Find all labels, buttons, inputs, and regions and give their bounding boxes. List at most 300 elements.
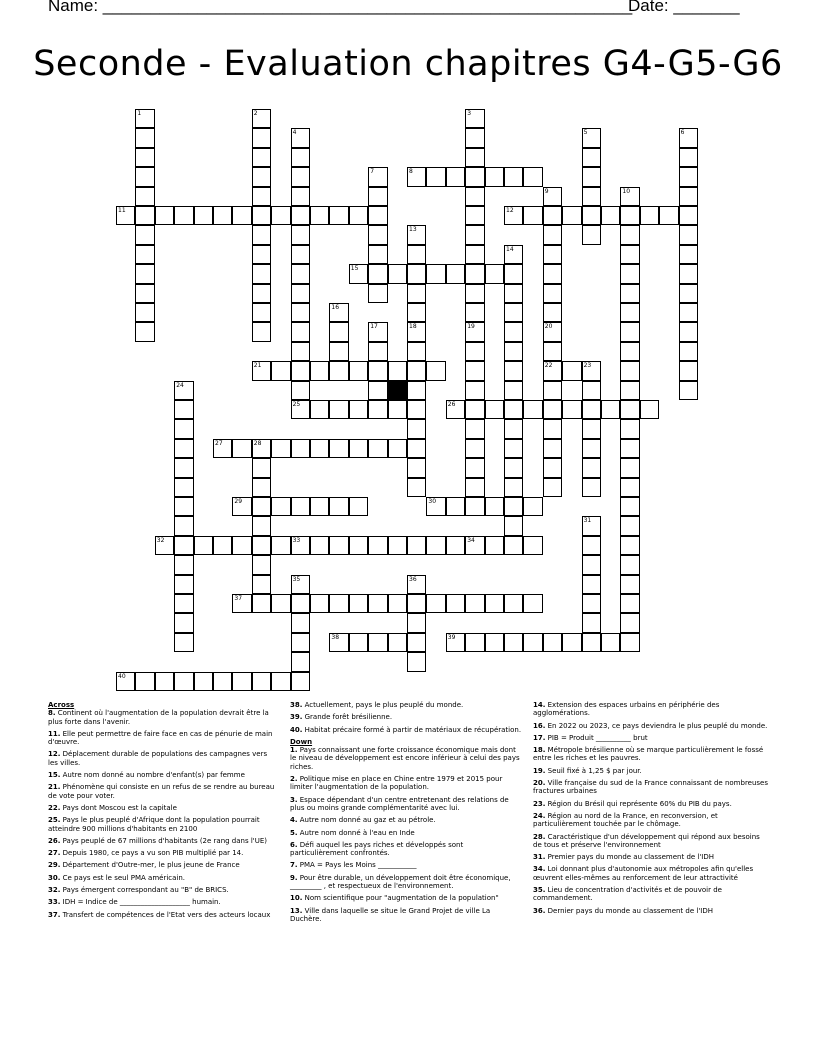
grid-cell[interactable] [252, 555, 271, 574]
grid-cell[interactable] [310, 400, 329, 419]
grid-cell[interactable] [620, 478, 639, 497]
grid-cell[interactable] [291, 672, 310, 691]
grid-cell[interactable] [543, 361, 562, 380]
grid-cell[interactable] [465, 322, 484, 341]
grid-cell[interactable] [465, 594, 484, 613]
grid-cell[interactable] [135, 303, 154, 322]
grid-cell[interactable] [116, 206, 135, 225]
grid-cell[interactable] [679, 187, 698, 206]
grid-cell[interactable] [620, 575, 639, 594]
grid-cell[interactable] [679, 167, 698, 186]
grid-cell[interactable] [601, 633, 620, 652]
grid-cell[interactable] [523, 206, 542, 225]
grid-cell[interactable] [620, 342, 639, 361]
grid-cell[interactable] [155, 672, 174, 691]
grid-cell[interactable] [504, 361, 523, 380]
grid-cell[interactable] [620, 419, 639, 438]
grid-cell[interactable] [504, 245, 523, 264]
grid-cell[interactable] [465, 478, 484, 497]
grid-cell[interactable] [349, 400, 368, 419]
grid-cell[interactable] [388, 594, 407, 613]
grid-cell[interactable] [291, 342, 310, 361]
grid-cell[interactable] [465, 284, 484, 303]
grid-cell[interactable] [465, 536, 484, 555]
grid-cell[interactable] [523, 497, 542, 516]
grid-cell[interactable] [368, 381, 387, 400]
grid-cell[interactable] [543, 187, 562, 206]
grid-cell[interactable] [135, 322, 154, 341]
grid-cell[interactable] [368, 245, 387, 264]
grid-cell[interactable] [504, 206, 523, 225]
grid-cell[interactable] [679, 303, 698, 322]
grid-cell[interactable] [582, 439, 601, 458]
grid-cell[interactable] [291, 613, 310, 632]
grid-cell[interactable] [679, 206, 698, 225]
grid-cell[interactable] [620, 245, 639, 264]
grid-cell[interactable] [407, 613, 426, 632]
grid-cell[interactable] [543, 419, 562, 438]
grid-cell[interactable] [679, 322, 698, 341]
grid-cell[interactable] [659, 206, 678, 225]
grid-cell[interactable] [329, 342, 348, 361]
grid-cell[interactable] [407, 575, 426, 594]
grid-cell[interactable] [252, 128, 271, 147]
grid-cell[interactable] [465, 109, 484, 128]
grid-cell[interactable] [349, 439, 368, 458]
grid-cell[interactable] [446, 594, 465, 613]
grid-cell[interactable] [407, 264, 426, 283]
grid-cell[interactable] [232, 206, 251, 225]
grid-cell[interactable] [271, 497, 290, 516]
grid-cell[interactable] [620, 458, 639, 477]
grid-cell[interactable] [174, 672, 193, 691]
grid-cell[interactable] [252, 361, 271, 380]
grid-cell[interactable] [368, 187, 387, 206]
grid-cell[interactable] [562, 400, 581, 419]
grid-cell[interactable] [582, 128, 601, 147]
grid-cell[interactable] [213, 439, 232, 458]
grid-cell[interactable] [291, 633, 310, 652]
grid-cell[interactable] [543, 284, 562, 303]
grid-cell[interactable] [465, 633, 484, 652]
grid-cell[interactable] [368, 342, 387, 361]
grid-cell[interactable] [679, 342, 698, 361]
grid-cell[interactable] [543, 264, 562, 283]
grid-cell[interactable] [174, 555, 193, 574]
grid-cell[interactable] [252, 672, 271, 691]
grid-cell[interactable] [368, 633, 387, 652]
grid-cell[interactable] [213, 206, 232, 225]
grid-cell[interactable] [504, 497, 523, 516]
grid-cell[interactable] [291, 187, 310, 206]
grid-cell[interactable] [465, 206, 484, 225]
grid-cell[interactable] [310, 497, 329, 516]
grid-cell[interactable] [349, 536, 368, 555]
grid-cell[interactable] [485, 167, 504, 186]
grid-cell[interactable] [620, 206, 639, 225]
grid-cell[interactable] [291, 361, 310, 380]
grid-cell[interactable] [620, 536, 639, 555]
grid-cell[interactable] [504, 400, 523, 419]
grid-cell[interactable] [601, 206, 620, 225]
grid-cell[interactable] [135, 128, 154, 147]
grid-cell[interactable] [523, 536, 542, 555]
grid-cell[interactable] [485, 264, 504, 283]
grid-cell[interactable] [407, 400, 426, 419]
grid-cell[interactable] [291, 381, 310, 400]
grid-cell[interactable] [504, 478, 523, 497]
grid-cell[interactable] [582, 187, 601, 206]
grid-cell[interactable] [271, 206, 290, 225]
grid-cell[interactable] [329, 361, 348, 380]
grid-cell[interactable] [291, 439, 310, 458]
grid-cell[interactable] [252, 109, 271, 128]
grid-cell[interactable] [252, 148, 271, 167]
grid-cell[interactable] [407, 303, 426, 322]
grid-cell[interactable] [329, 206, 348, 225]
grid-cell[interactable] [620, 613, 639, 632]
grid-cell[interactable] [368, 264, 387, 283]
grid-cell[interactable] [562, 361, 581, 380]
grid-cell[interactable] [232, 536, 251, 555]
grid-cell[interactable] [679, 284, 698, 303]
grid-cell[interactable] [407, 361, 426, 380]
grid-cell[interactable] [426, 264, 445, 283]
grid-cell[interactable] [368, 439, 387, 458]
grid-cell[interactable] [174, 594, 193, 613]
grid-cell[interactable] [504, 342, 523, 361]
grid-cell[interactable] [252, 206, 271, 225]
grid-cell[interactable] [620, 284, 639, 303]
grid-cell[interactable] [271, 439, 290, 458]
grid-cell[interactable] [679, 225, 698, 244]
grid-cell[interactable] [135, 225, 154, 244]
grid-cell[interactable] [252, 225, 271, 244]
grid-cell[interactable] [252, 187, 271, 206]
grid-cell[interactable] [446, 536, 465, 555]
grid-cell[interactable] [620, 264, 639, 283]
grid-cell[interactable] [504, 381, 523, 400]
grid-cell[interactable] [252, 167, 271, 186]
grid-cell[interactable] [465, 400, 484, 419]
grid-cell[interactable] [582, 361, 601, 380]
grid-cell[interactable] [291, 128, 310, 147]
grid-cell[interactable] [620, 303, 639, 322]
grid-cell[interactable] [252, 516, 271, 535]
grid-cell[interactable] [504, 322, 523, 341]
grid-cell[interactable] [252, 497, 271, 516]
grid-cell[interactable] [368, 536, 387, 555]
grid-cell[interactable] [485, 594, 504, 613]
grid-cell[interactable] [349, 206, 368, 225]
grid-cell[interactable] [426, 361, 445, 380]
grid-cell[interactable] [465, 187, 484, 206]
grid-cell[interactable] [194, 672, 213, 691]
grid-cell[interactable] [504, 439, 523, 458]
grid-cell[interactable] [620, 381, 639, 400]
grid-cell[interactable] [174, 381, 193, 400]
grid-cell[interactable] [582, 516, 601, 535]
grid-cell[interactable] [582, 167, 601, 186]
grid-cell[interactable] [135, 672, 154, 691]
grid-cell[interactable] [504, 264, 523, 283]
grid-cell[interactable] [252, 284, 271, 303]
grid-cell[interactable] [194, 536, 213, 555]
grid-cell[interactable] [465, 303, 484, 322]
grid-cell[interactable] [543, 633, 562, 652]
grid-cell[interactable] [620, 516, 639, 535]
grid-cell[interactable] [368, 167, 387, 186]
grid-cell[interactable] [504, 167, 523, 186]
grid-cell[interactable] [620, 400, 639, 419]
grid-cell[interactable] [523, 594, 542, 613]
grid-cell[interactable] [407, 633, 426, 652]
grid-cell[interactable] [543, 458, 562, 477]
grid-cell[interactable] [291, 536, 310, 555]
grid-cell[interactable] [543, 206, 562, 225]
grid-cell[interactable] [620, 187, 639, 206]
grid-cell[interactable] [252, 594, 271, 613]
grid-cell[interactable] [310, 361, 329, 380]
grid-cell[interactable] [135, 264, 154, 283]
grid-cell[interactable] [291, 322, 310, 341]
grid-cell[interactable] [582, 478, 601, 497]
grid-cell[interactable] [582, 575, 601, 594]
grid-cell[interactable] [310, 536, 329, 555]
grid-cell[interactable] [388, 536, 407, 555]
grid-cell[interactable] [465, 419, 484, 438]
grid-cell[interactable] [368, 400, 387, 419]
grid-cell[interactable] [679, 245, 698, 264]
grid-cell[interactable] [504, 594, 523, 613]
grid-cell[interactable] [620, 594, 639, 613]
grid-cell[interactable] [485, 536, 504, 555]
grid-cell[interactable] [485, 633, 504, 652]
grid-cell[interactable] [582, 536, 601, 555]
grid-cell[interactable] [426, 594, 445, 613]
grid-cell[interactable] [135, 109, 154, 128]
grid-cell[interactable] [465, 497, 484, 516]
grid-cell[interactable] [543, 400, 562, 419]
grid-cell[interactable] [407, 594, 426, 613]
grid-cell[interactable] [368, 206, 387, 225]
grid-cell[interactable] [446, 400, 465, 419]
grid-cell[interactable] [329, 536, 348, 555]
grid-cell[interactable] [407, 284, 426, 303]
grid-cell[interactable] [135, 167, 154, 186]
grid-cell[interactable] [116, 672, 135, 691]
grid-cell[interactable] [194, 206, 213, 225]
grid-cell[interactable] [271, 536, 290, 555]
grid-cell[interactable] [329, 400, 348, 419]
grid-cell[interactable] [407, 381, 426, 400]
grid-cell[interactable] [407, 245, 426, 264]
grid-cell[interactable] [155, 206, 174, 225]
grid-cell[interactable] [310, 206, 329, 225]
grid-cell[interactable] [271, 361, 290, 380]
grid-cell[interactable] [349, 633, 368, 652]
grid-cell[interactable] [426, 167, 445, 186]
grid-cell[interactable] [135, 148, 154, 167]
grid-cell[interactable] [232, 672, 251, 691]
grid-cell[interactable] [271, 594, 290, 613]
grid-cell[interactable] [426, 536, 445, 555]
grid-cell[interactable] [252, 575, 271, 594]
grid-cell[interactable] [174, 633, 193, 652]
grid-cell[interactable] [329, 322, 348, 341]
grid-cell[interactable] [291, 303, 310, 322]
grid-cell[interactable] [368, 361, 387, 380]
grid-cell[interactable] [543, 478, 562, 497]
grid-cell[interactable] [388, 264, 407, 283]
grid-cell[interactable] [582, 148, 601, 167]
grid-cell[interactable] [582, 419, 601, 438]
grid-cell[interactable] [252, 322, 271, 341]
grid-cell[interactable] [582, 206, 601, 225]
grid-cell[interactable] [523, 400, 542, 419]
grid-cell[interactable] [368, 594, 387, 613]
grid-cell[interactable] [543, 381, 562, 400]
grid-cell[interactable] [329, 439, 348, 458]
grid-cell[interactable] [582, 458, 601, 477]
grid-cell[interactable] [407, 419, 426, 438]
grid-cell[interactable] [465, 361, 484, 380]
grid-cell[interactable] [135, 206, 154, 225]
grid-cell[interactable] [291, 206, 310, 225]
grid-cell[interactable] [407, 458, 426, 477]
grid-cell[interactable] [679, 381, 698, 400]
grid-cell[interactable] [465, 458, 484, 477]
grid-cell[interactable] [407, 167, 426, 186]
grid-cell[interactable] [504, 419, 523, 438]
grid-cell[interactable] [174, 458, 193, 477]
grid-cell[interactable] [426, 497, 445, 516]
grid-cell[interactable] [155, 536, 174, 555]
grid-cell[interactable] [291, 575, 310, 594]
grid-cell[interactable] [252, 303, 271, 322]
grid-cell[interactable] [504, 633, 523, 652]
grid-cell[interactable] [620, 555, 639, 574]
grid-cell[interactable] [679, 148, 698, 167]
grid-cell[interactable] [407, 439, 426, 458]
grid-cell[interactable] [543, 439, 562, 458]
grid-cell[interactable] [465, 342, 484, 361]
grid-cell[interactable] [582, 400, 601, 419]
grid-cell[interactable] [465, 245, 484, 264]
grid-cell[interactable] [252, 264, 271, 283]
grid-cell[interactable] [620, 497, 639, 516]
grid-cell[interactable] [213, 536, 232, 555]
grid-cell[interactable] [620, 633, 639, 652]
grid-cell[interactable] [465, 148, 484, 167]
grid-cell[interactable] [407, 322, 426, 341]
grid-cell[interactable] [174, 497, 193, 516]
grid-cell[interactable] [582, 381, 601, 400]
grid-cell[interactable] [504, 458, 523, 477]
grid-cell[interactable] [368, 322, 387, 341]
grid-cell[interactable] [135, 284, 154, 303]
grid-cell[interactable] [543, 322, 562, 341]
grid-cell[interactable] [329, 303, 348, 322]
grid-cell[interactable] [310, 594, 329, 613]
grid-cell[interactable] [582, 555, 601, 574]
grid-cell[interactable] [252, 536, 271, 555]
grid-cell[interactable] [582, 633, 601, 652]
grid-cell[interactable] [504, 303, 523, 322]
grid-cell[interactable] [407, 652, 426, 671]
grid-cell[interactable] [291, 148, 310, 167]
grid-cell[interactable] [465, 264, 484, 283]
grid-cell[interactable] [252, 458, 271, 477]
grid-cell[interactable] [485, 497, 504, 516]
grid-cell[interactable] [329, 497, 348, 516]
grid-cell[interactable] [620, 361, 639, 380]
grid-cell[interactable] [135, 245, 154, 264]
grid-cell[interactable] [213, 672, 232, 691]
grid-cell[interactable] [601, 400, 620, 419]
grid-cell[interactable] [291, 400, 310, 419]
grid-cell[interactable] [291, 594, 310, 613]
grid-cell[interactable] [174, 478, 193, 497]
grid-cell[interactable] [523, 167, 542, 186]
grid-cell[interactable] [523, 633, 542, 652]
grid-cell[interactable] [562, 633, 581, 652]
grid-cell[interactable] [291, 245, 310, 264]
grid-cell[interactable] [562, 206, 581, 225]
grid-cell[interactable] [582, 594, 601, 613]
grid-cell[interactable] [388, 633, 407, 652]
grid-cell[interactable] [329, 594, 348, 613]
grid-cell[interactable] [174, 419, 193, 438]
grid-cell[interactable] [232, 439, 251, 458]
grid-cell[interactable] [252, 245, 271, 264]
grid-cell[interactable] [582, 225, 601, 244]
grid-cell[interactable] [368, 284, 387, 303]
grid-cell[interactable] [620, 322, 639, 341]
grid-cell[interactable] [465, 225, 484, 244]
grid-cell[interactable] [504, 284, 523, 303]
grid-cell[interactable] [174, 439, 193, 458]
grid-cell[interactable] [388, 400, 407, 419]
grid-cell[interactable] [446, 167, 465, 186]
grid-cell[interactable] [252, 439, 271, 458]
grid-cell[interactable] [465, 128, 484, 147]
grid-cell[interactable] [349, 264, 368, 283]
grid-cell[interactable] [349, 497, 368, 516]
grid-cell[interactable] [135, 187, 154, 206]
grid-cell[interactable] [329, 633, 348, 652]
grid-cell[interactable] [349, 361, 368, 380]
grid-cell[interactable] [504, 516, 523, 535]
grid-cell[interactable] [543, 225, 562, 244]
grid-cell[interactable] [232, 594, 251, 613]
grid-cell[interactable] [543, 245, 562, 264]
grid-cell[interactable] [252, 478, 271, 497]
grid-cell[interactable] [543, 303, 562, 322]
grid-cell[interactable] [291, 652, 310, 671]
grid-cell[interactable] [640, 206, 659, 225]
grid-cell[interactable] [407, 342, 426, 361]
grid-cell[interactable] [485, 400, 504, 419]
grid-cell[interactable] [174, 536, 193, 555]
grid-cell[interactable] [640, 400, 659, 419]
grid-cell[interactable] [679, 264, 698, 283]
grid-cell[interactable] [679, 361, 698, 380]
grid-cell[interactable] [620, 225, 639, 244]
grid-cell[interactable] [388, 361, 407, 380]
grid-cell[interactable] [543, 342, 562, 361]
grid-cell[interactable] [465, 439, 484, 458]
